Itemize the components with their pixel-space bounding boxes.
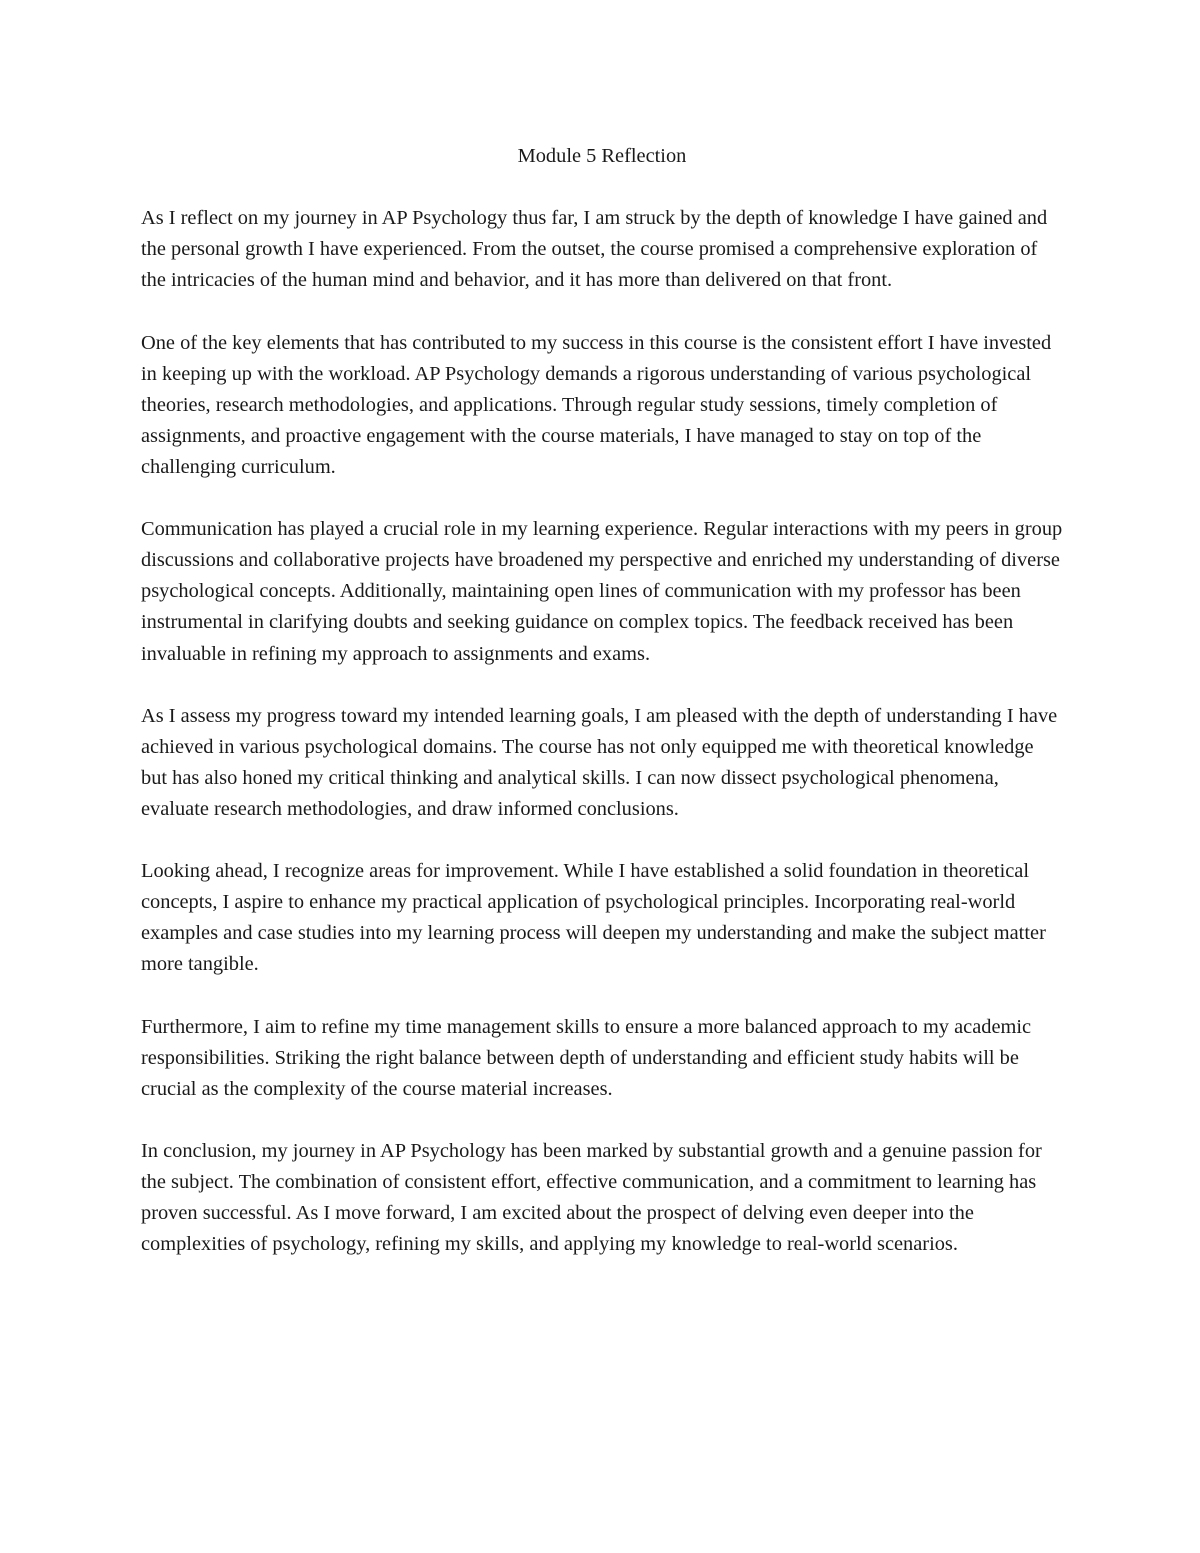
paragraph-time-management: Furthermore, I aim to refine my time management skills to ensure a more balanced approach to my academic responsibilities. Striking the right balance between depth of understanding and efficient study habits will be crucial as the complexity of the course material increases. (141, 1015, 1032, 1100)
paragraph-conclusion: In conclusion, my journey in AP Psychology has been marked by substantial growth and a genuine passion for the subject. The combination of consistent effort, effective communication, and a commitment to learning has proven successful. As I move forward, I am excited about the prospect of delving even deeper into the complexities of psychology, refining my skills, and applying my knowledge to real-world scenarios. (141, 1140, 1042, 1256)
paragraph-progress: As I assess my progress toward my intended learning goals, I am pleased with the depth of understanding I have achieved in various psychological domains. The course has not only equipped me with theoretical knowledge but has also honed my critical thinking and analytical skills. I can now dissect psychological phenomena, evaluate research methodologies, and draw informed conclusions. (141, 704, 1058, 820)
paragraph-communication: Communication has played a crucial role in my learning experience. Regular interactions with my peers in group discussions and collaborative projects have broadened my perspective and enriched my understanding of diverse psychological concepts. Additionally, maintaining open lines of communication with my professor has been instrumental in clarifying doubts and seeking guidance on complex topics. The feedback received has been invaluable in refining my approach to assignments and exams. (141, 518, 1063, 665)
paragraph-introduction: As I reflect on my journey in AP Psychology thus far, I am struck by the depth of knowledge I have gained and the personal growth I have experienced. From the outset, the course promised a comprehensive exploration of the intricacies of the human mind and behavior, and it has more than delivered on that front. (141, 207, 1048, 292)
document-title: Module 5 Reflection (517, 145, 687, 167)
paragraph-consistent-effort: One of the key elements that has contributed to my success in this course is the consistent effort I have invested in keeping up with the workload. AP Psychology demands a rigorous understanding of various psychological theories, research methodologies, and applications. Through regular study sessions, timely completion of assignments, and proactive engagement with the course materials, I have managed to stay on top of the challenging curriculum. (141, 331, 1052, 478)
paragraph-improvement: Looking ahead, I recognize areas for improvement. While I have established a solid foundation in theoretical concepts, I aspire to enhance my practical application of psychological principles. Incorporating real-world examples and case studies into my learning process will deepen my understanding and make the subject matter more tangible. (141, 860, 1046, 976)
document-body (141, 141, 1063, 1260)
